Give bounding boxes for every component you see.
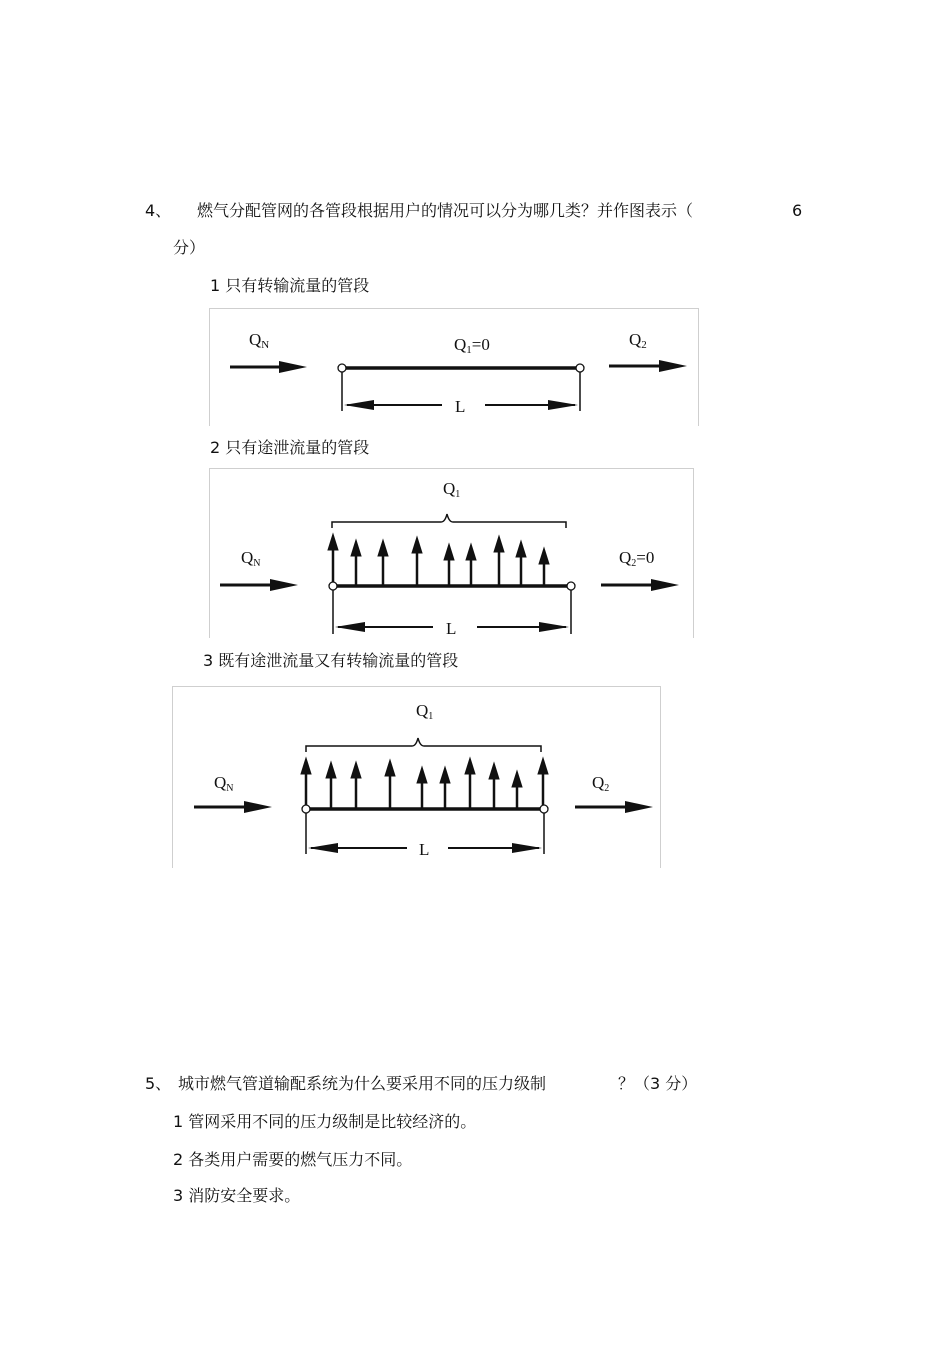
- outflow-arrows: [328, 534, 549, 586]
- q1-label: Q1: [416, 701, 434, 722]
- length-label: L: [446, 619, 457, 638]
- question-4-number: 4、: [145, 201, 172, 220]
- q1-label: Q1: [443, 479, 461, 500]
- brace: [306, 738, 541, 752]
- node-start: [338, 364, 346, 372]
- question-4-score: 6: [792, 201, 803, 220]
- node-end: [576, 364, 584, 372]
- brace: [332, 514, 566, 528]
- figure-mixed-flow: [172, 686, 661, 868]
- answer-2: 2 各类用户需要的燃气压力不同。: [173, 1150, 413, 1169]
- question-5-score: ？（3 分）: [618, 1074, 698, 1093]
- qn-label: QN: [214, 773, 234, 794]
- length-label: L: [419, 840, 430, 859]
- q1-label: Q1=0: [454, 335, 490, 356]
- item-2-label: 2 只有途泄流量的管段: [210, 438, 370, 457]
- figure-distributed-flow: [209, 468, 694, 638]
- qn-label: QN: [249, 330, 270, 351]
- question-5-text: 城市燃气管道输配系统为什么要采用不同的压力级制: [178, 1074, 547, 1093]
- figure-transit-flow: [209, 308, 699, 426]
- item-1-label: 1 只有转输流量的管段: [210, 276, 370, 295]
- answer-3: 3 消防安全要求。: [173, 1186, 301, 1205]
- question-4-text: 燃气分配管网的各管段根据用户的情况可以分为哪几类？并作图表示（: [197, 201, 694, 220]
- outflow-arrows: [301, 758, 548, 809]
- q2-label: Q2=0: [619, 548, 655, 569]
- item-3-label: 3 既有途泄流量又有转输流量的管段: [203, 651, 459, 670]
- q2-label: Q2: [629, 330, 647, 351]
- answer-1: 1 管网采用不同的压力级制是比较经济的。: [173, 1112, 477, 1131]
- question-5-number: 5、: [145, 1074, 172, 1093]
- arrow-head: [279, 361, 307, 373]
- length-label: L: [455, 397, 466, 416]
- q2-label: Q2: [592, 773, 610, 794]
- qn-label: QN: [241, 548, 261, 569]
- question-4-score-tail: 分）: [173, 238, 206, 257]
